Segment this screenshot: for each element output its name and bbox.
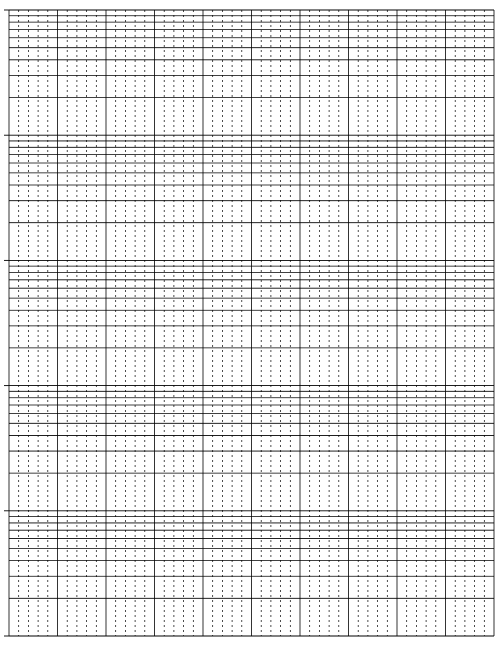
decade-tick-marks xyxy=(4,10,9,636)
vertical-major-gridlines xyxy=(9,10,494,636)
